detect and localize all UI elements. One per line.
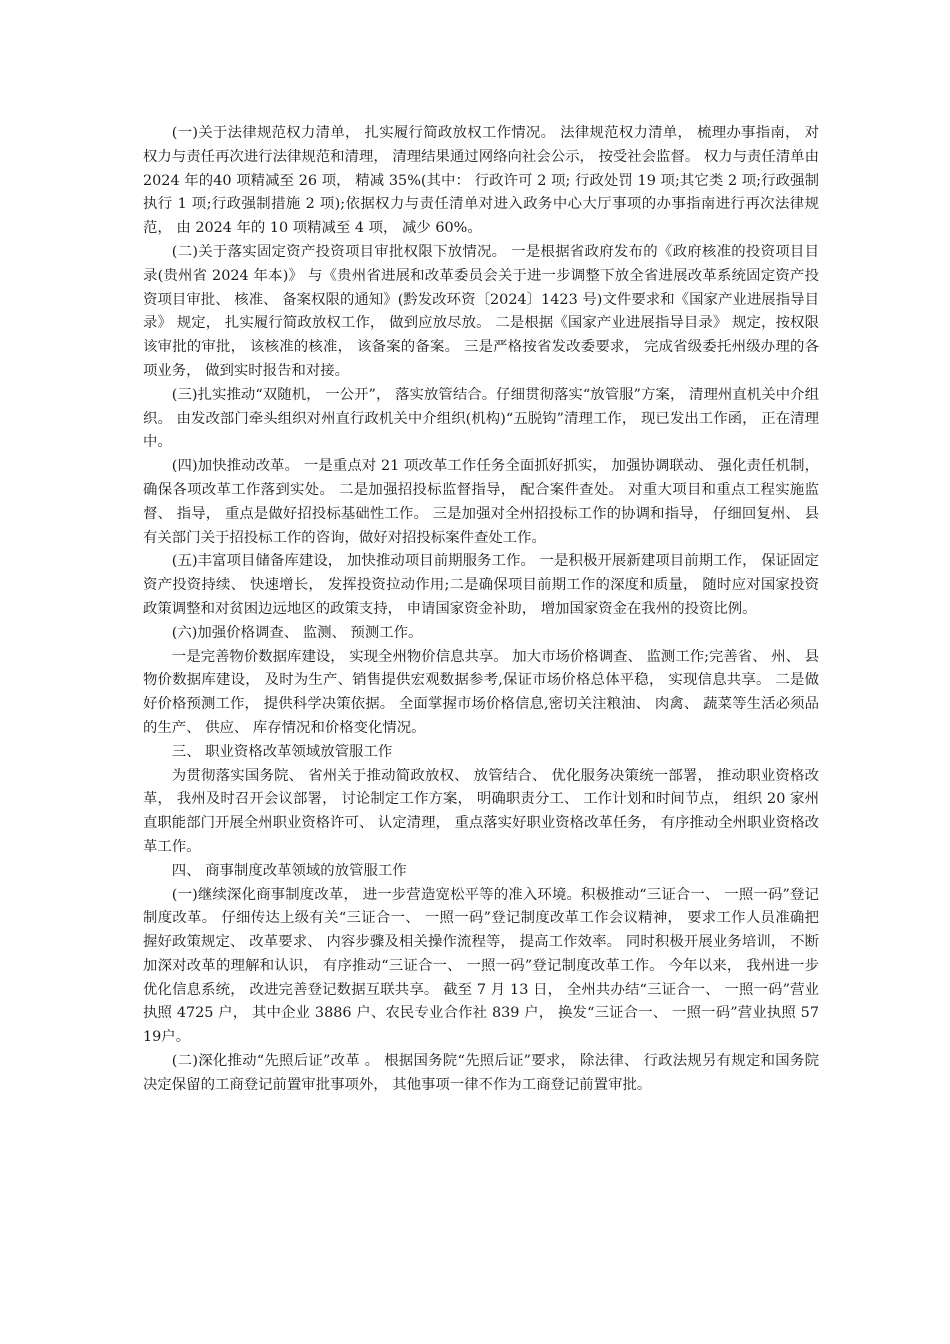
section-heading-vocational: 三、 职业资格改革领域放管服工作: [171, 743, 393, 760]
paragraph-commercial-reform: (一)继续深化商事制度改革， 进一步营造宽松平等的准入环境。积极推动“三证合一、 一照一码”登记制度改革。 仔细传达上级有关“三证合一、 一照一码”登记制度改革工作会议精神， 要求工作人员准确把握好政策规定、 改革要求、 内容步骤及相关操作流程等， 提高工作效率。 同时积极开展业务培训， 不断加深对改革的理解和认识， 有序推动“三证合一、 一照一码”登记制度改革工作。 今年以来， 我州进一步优化信息系统， 改进完善登记数据互联共享。 截至 7 月 13 日， 全州共办结“三证合一、 一照一码”营业执照 4725 户， 其中企业 3886 户、农民专业合作社 839 户， 换发“三证合一、 一照一码”营业执照 5719户。: [143, 886, 819, 1046]
paragraph-legal-power-list: (一)关于法律规范权力清单， 扎实履行简政放权工作情况。 法律规范权力清单， 梳理办事指南， 对权力与责任再次进行法律规范和清理， 清理结果通过网络向社会公示， 按受社会监督。 权力与责任清单由 2024 年的40 项精减至 26 项， 精减 35%(其中： 行政许可 2 项; 行政处罚 19 项;其它类 2 项;行政强制执行 1 项;行政强制措施 2 项);依据权力与责任清单对进入政务中心大厅事项的办事指南进行再次法律规范， 由 2024 年的 10 项精减至 4 项， 减少 60%。: [143, 125, 819, 237]
document-body: [143, 122, 819, 1098]
paragraph-project-reserve: (五)丰富项目储备库建设， 加快推动项目前期服务工作。 一是积极开展新建项目前期工作， 保证固定资产投资持续、 快速增长， 发挥投资拉动作用;二是确保项目前期工作的深度和质量， 随时应对国家投资政策调整和对贫困边远地区的政策支持， 申请国家资金补助， 增加国家资金在我州的投资比例。: [143, 553, 819, 617]
paragraph-reform-acceleration: (四)加快推动改革。 一是重点对 21 项改革工作任务全面抓好抓实， 加强协调联动、 强化责任机制， 确保各项改革工作落到实处。 二是加强招投标监督指导， 配合案件查处。 对重大项目和重点工程实施监督、 指导， 重点是做好招投标基础性工作。 三是加强对全州招投标工作的协调和指导， 仔细回复州、 县有关部门关于招投标工作的咨询，做好对招投标案件查处工作。: [143, 458, 819, 546]
paragraph-fixed-asset-approval: (二)关于落实固定资产投资项目审批权限下放情况。 一是根据省政府发布的《政府核准的投资项目目录(贵州省 2024 年本)》 与《贵州省进展和改革委员会关于进一步调整下放全省进展改革系统固定资产投资项目审批、 核准、 备案权限的通知》(黔发改环资〔2024〕1423 号)文件要求和《国家产业进展指导目录》 规定， 扎实履行简政放权工作， 做到应放尽放。 二是根据《国家产业进展指导目录》 规定，按权限该审批的审批， 该核准的核准， 该备案的备案。 三是严格按省发改委要求， 完成省级委托州级办理的各项业务， 做到实时报告和对接。: [143, 243, 819, 379]
paragraph-vocational-reform: 为贯彻落实国务院、 省州关于推动简政放权、 放管结合、 优化服务决策统一部署， 推动职业资格改革， 我州及时召开会议部署， 讨论制定工作方案， 明确职责分工、 工作计划和时间节点， 组织 20 家州直职能部门开展全州职业资格许可、 认定清理， 重点落实好职业资格改革任务， 有序推动全州职业资格改革工作。: [143, 767, 819, 855]
section-heading-commercial: 四、 商事制度改革领域的放管服工作: [171, 862, 407, 879]
paragraph-price-database: 一是完善物价数据库建设， 实现全州物价信息共享。 加大市场价格调查、 监测工作;完善省、 州、 县物价数据库建设， 及时为生产、销售提供宏观数据参考,保证市场价格总体平稳， 实现信息共享。 二是做好价格预测工作， 提供科学决策依据。 全面掌握市场价格信息,密切关注粮油、 肉禽、 蔬菜等生活必须品的生产、 供应、 库存情况和价格变化情况。: [143, 648, 819, 736]
paragraph-license-first: (二)深化推动“先照后证”改革 。 根据国务院“先照后证”要求， 除法律、 行政法规另有规定和国务院决定保留的工商登记前置审批事项外， 其他事项一律不作为工商登记前置审批。: [143, 1053, 819, 1093]
paragraph-price-monitoring-heading: (六)加强价格调查、 监测、 预测工作。: [171, 624, 423, 641]
paragraph-double-random: (三)扎实推动“双随机， 一公开”， 落实放管结合。仔细贯彻落实“放管服”方案， 清理州直机关中介组织。 由发改部门牵头组织对州直行政机关中介组织(机构)“五脱钩”清理工作， 现已发出工作函， 正在清理中。: [143, 386, 819, 451]
